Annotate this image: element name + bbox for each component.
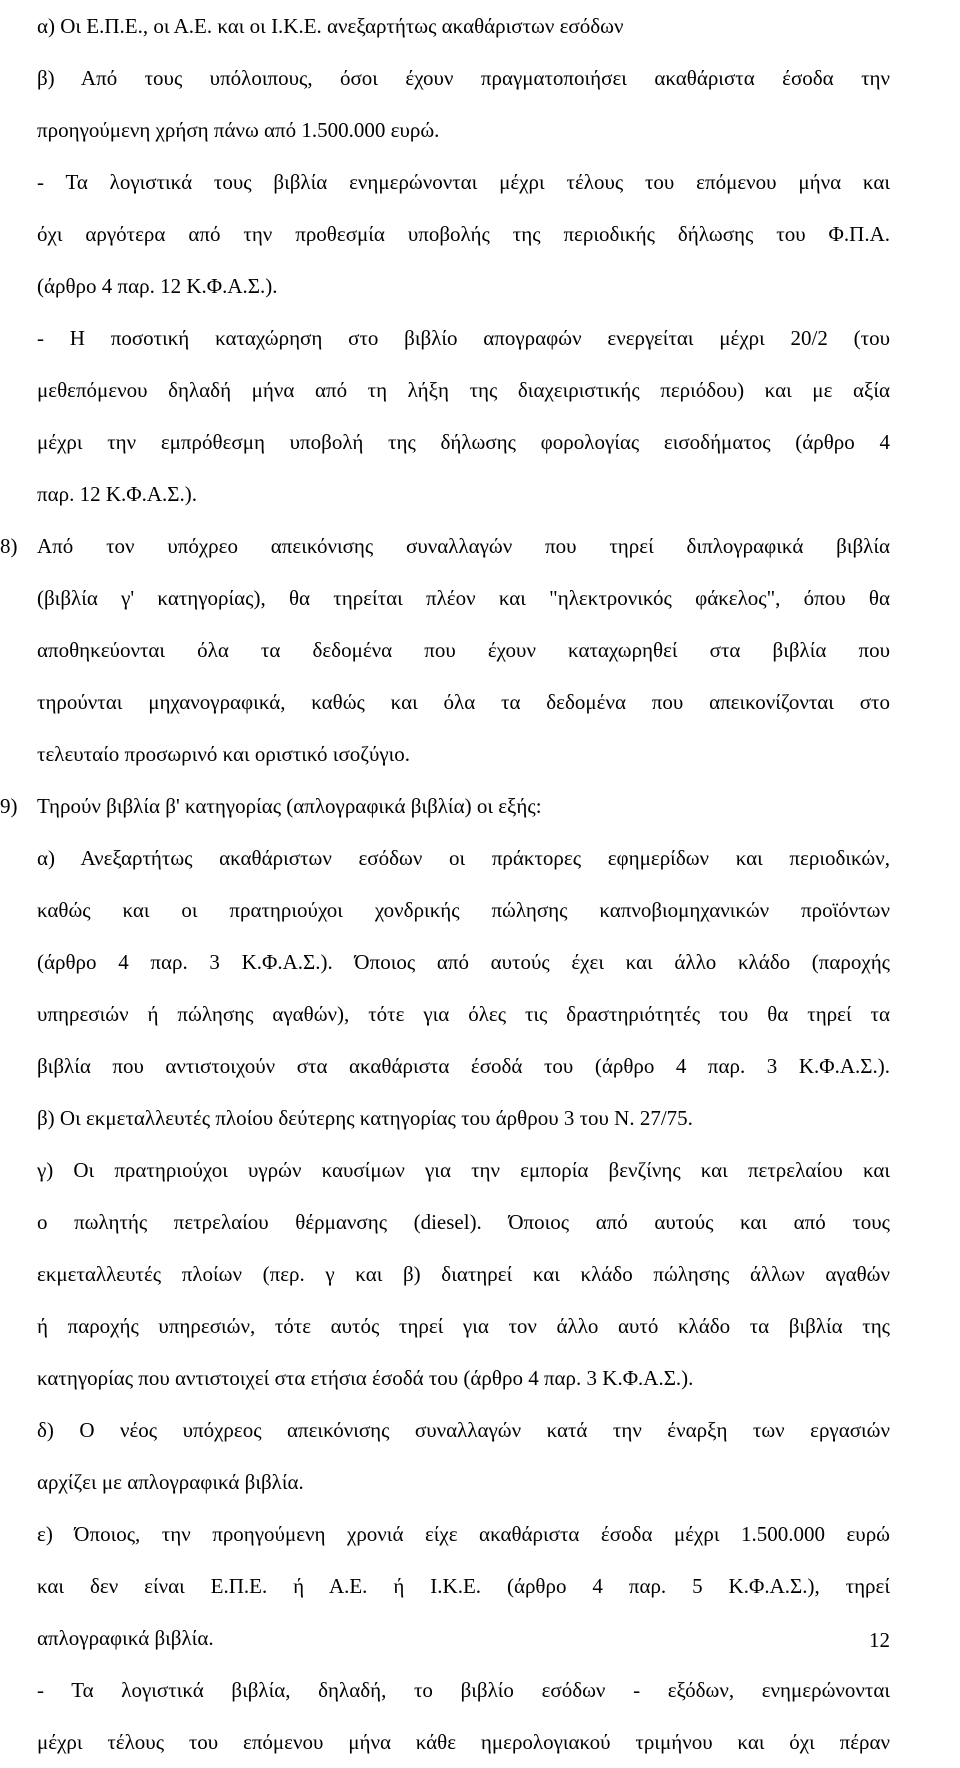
page-number: 12 [869,1628,890,1652]
item-9-text [37,780,890,832]
text-line: ο πωλητής πετρελαίου θέρμανσης (diesel). Όποιος από αυτούς και από τους [37,1210,890,1234]
text-line: ή παροχής υπηρεσιών, τότε αυτός τηρεί για τον άλλο αυτό κλάδο τα βιβλία της [37,1314,890,1338]
item-8-section [0,520,960,780]
text-line: υπηρεσιών ή πώλησης αγαθών), τότε για όλες τις δραστηριότητές του θα τηρεί τα [37,1002,890,1026]
text-line: - Η ποσοτική καταχώρηση στο βιβλίο απογραφών ενεργείται μέχρι 20/2 (του [37,326,890,350]
text-line: - Τα λογιστικά τους βιβλία ενημερώνονται μέχρι τέλους του επόμενου μήνα και [37,170,890,194]
text-line: κατηγορίας που αντιστοιχεί στα ετήσια έσοδά του (άρθρο 4 παρ. 3 Κ.Φ.Α.Σ.). [37,1366,694,1390]
text-line: α) Ανεξαρτήτως ακαθάριστων εσόδων οι πράκτορες εφημερίδων και περιοδικών, [37,846,890,870]
text-line: ε) Όποιος, την προηγούμενη χρονιά είχε ακαθάριστα έσοδα μέχρι 1.500.000 ευρώ [37,1522,890,1546]
text-line: - Τα λογιστικά βιβλία, δηλαδή, το βιβλίο εσόδων - εξόδων, ενημερώνονται [37,1678,890,1702]
text-line: τηρούνται μηχανογραφικά, καθώς και όλα τα δεδομένα που απεικονίζονται στο [37,690,890,714]
text-line: β) Οι εκμεταλλευτές πλοίου δεύτερης κατηγορίας του άρθρου 3 του Ν. 27/75. [37,1106,693,1130]
text-line: προηγούμενη χρήση πάνω από 1.500.000 ευρώ. [37,118,440,142]
text-line: Από τον υπόχρεο απεικόνισης συναλλαγών που τηρεί διπλογραφικά βιβλία [37,534,890,558]
text-line: (άρθρο 4 παρ. 12 Κ.Φ.Α.Σ.). [37,274,278,298]
text-line: τελευταίο προσωρινό και οριστικό ισοζύγιο. [37,742,411,766]
text-line: δ) Ο νέος υπόχρεος απεικόνισης συναλλαγών κατά την έναρξη των εργασιών [37,1418,890,1442]
text-line: μέχρι τέλους του επόμενου μήνα κάθε ημερολογιακού τριμήνου και όχι πέραν [37,1730,890,1754]
item-8-row [0,520,960,780]
text-line: και δεν είναι Ε.Π.Ε. ή Α.Ε. ή Ι.Κ.Ε. (άρθρο 4 παρ. 5 Κ.Φ.Α.Σ.), τηρεί [37,1574,890,1598]
text-line: μεθεπόμενου δηλαδή μήνα από τη λήξη της διαχειριστικής περιόδου) και με αξία [37,378,890,402]
text-line: γ) Οι πρατηριούχοι υγρών καυσίμων για την εμπορία βενζίνης και πετρελαίου και [37,1158,890,1182]
text-line: βιβλία που αντιστοιχούν στα ακαθάριστα έσοδά του (άρθρο 4 παρ. 3 Κ.Φ.Α.Σ.). [37,1054,890,1078]
item-number: 9) [0,794,18,818]
text-line: β) Από τους υπόλοιπους, όσοι έχουν πραγματοποιήσει ακαθάριστα έσοδα την [37,66,890,90]
text-line: απλογραφικά βιβλία. [37,1626,214,1650]
text-line: (βιβλία γ' κατηγορίας), θα τηρείται πλέον και "ηλεκτρονικός φάκελος", όπου θα [37,586,890,610]
text-line: Τηρούν βιβλία β' κατηγορίας (απλογραφικά βιβλία) οι εξής: [37,794,542,818]
text-line: (άρθρο 4 παρ. 3 Κ.Φ.Α.Σ.). Όποιος από αυτούς έχει και άλλο κλάδο (παροχής [37,950,890,974]
item-9-body [0,832,960,1768]
item-number: 8) [0,534,18,558]
text-line: αρχίζει με απλογραφικά βιβλία. [37,1470,304,1494]
text-line: α) Οι Ε.Π.Ε., οι Α.Ε. και οι Ι.Κ.Ε. ανεξαρτήτως ακαθάριστων εσόδων [37,14,624,38]
intro-section [0,0,960,520]
item-9-section [0,780,960,1768]
item-9-row [0,780,960,832]
text-line: όχι αργότερα από την προθεσμία υποβολής της περιοδικής δήλωσης του Φ.Π.Α. [37,222,890,246]
text-line: καθώς και οι πρατηριούχοι χονδρικής πώλησης καπνοβιομηχανικών προϊόντων [37,898,890,922]
item-8-text [37,520,890,780]
text-line: παρ. 12 Κ.Φ.Α.Σ.). [37,482,197,506]
text-line: αποθηκεύονται όλα τα δεδομένα που έχουν καταχωρηθεί στα βιβλία που [37,638,890,662]
intro-paragraph [0,0,960,520]
text-line: εκμεταλλευτές πλοίων (περ. γ και β) διατηρεί και κλάδο πώλησης άλλων αγαθών [37,1262,890,1286]
text-line: μέχρι την εμπρόθεσμη υποβολή της δήλωσης φορολογίας εισοδήματος (άρθρο 4 [37,430,890,454]
